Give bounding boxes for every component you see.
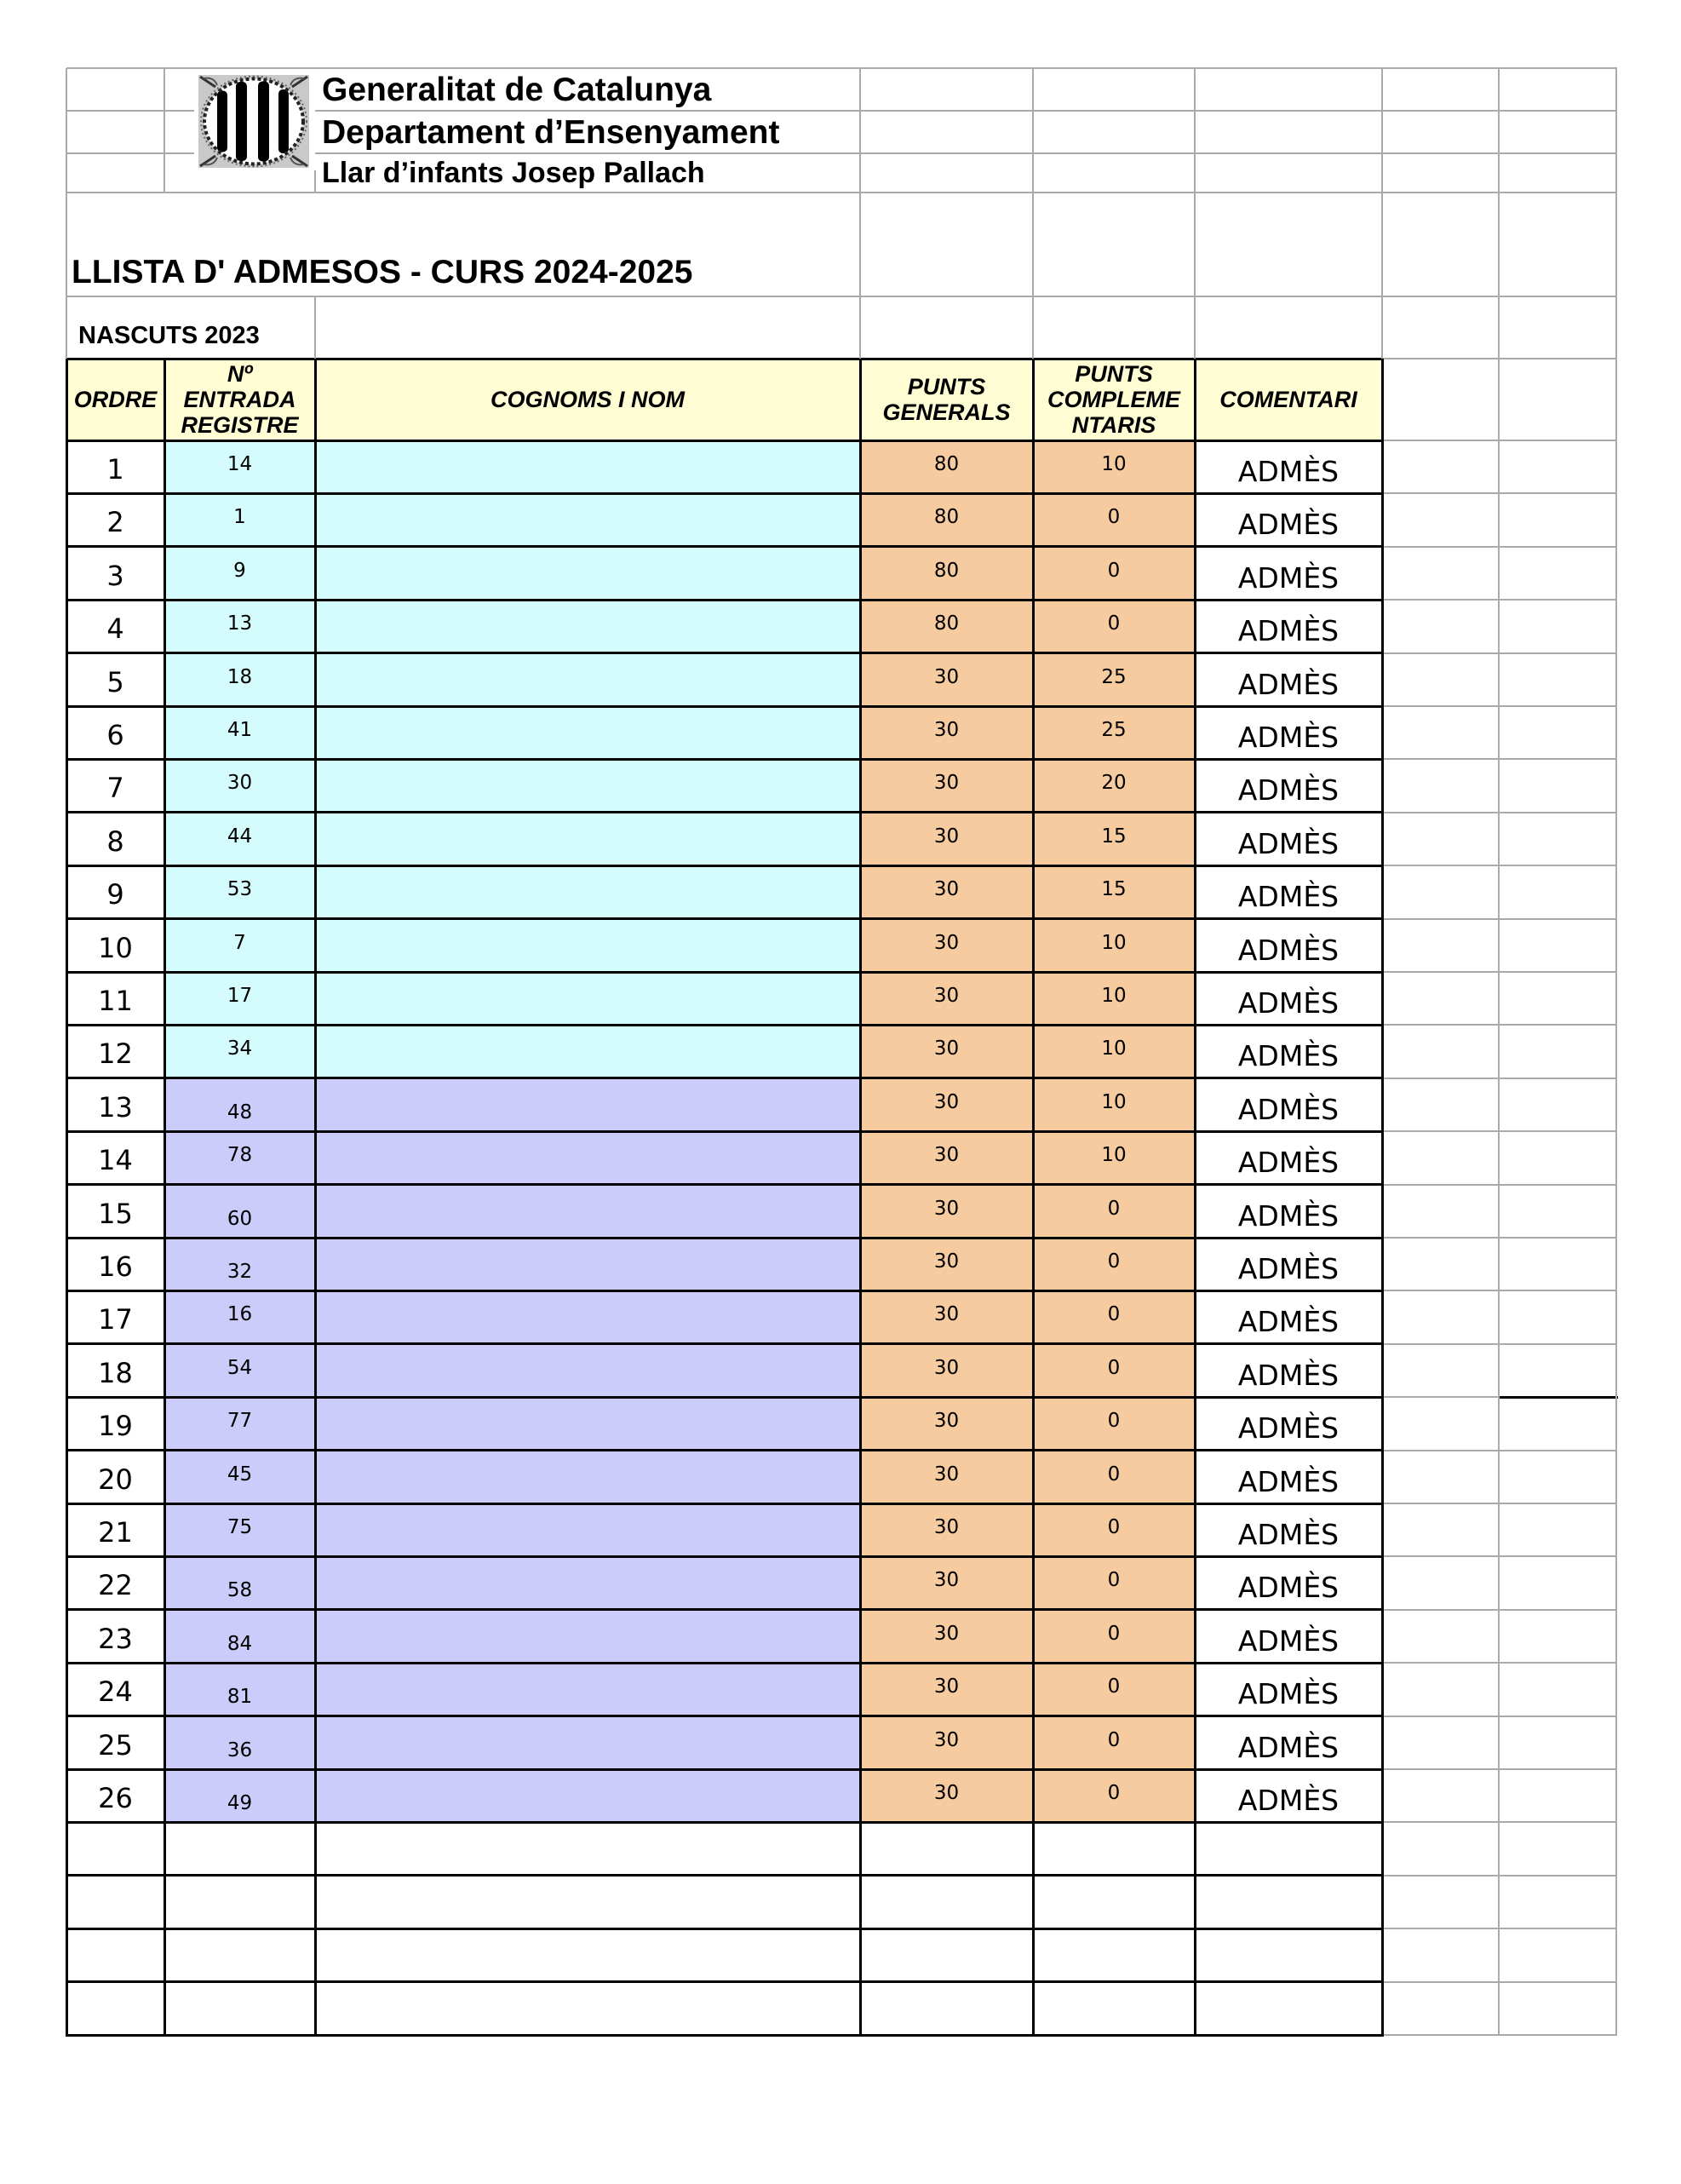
table-row xyxy=(66,1556,1382,1609)
name-cell xyxy=(315,600,860,652)
table-row xyxy=(66,653,1382,706)
punts-generals-cell: 30 xyxy=(860,865,1033,918)
blank-row xyxy=(66,1822,1382,1875)
grid-line xyxy=(1382,2034,1617,2036)
border-line xyxy=(66,2034,1384,2037)
table-row xyxy=(66,600,1382,652)
grid-line xyxy=(164,68,165,193)
ordre-cell: 1 xyxy=(106,453,124,486)
name-cell xyxy=(315,972,860,1025)
grid-line xyxy=(1615,68,1617,2036)
punts-generals-cell: 30 xyxy=(860,1716,1033,1769)
name-cell xyxy=(315,865,860,918)
grid-line xyxy=(1382,1555,1617,1557)
grid-line xyxy=(314,170,316,193)
border-line xyxy=(1032,359,1035,2037)
punts-complementaris-cell: 15 xyxy=(1033,813,1195,865)
header-punts-complementaris-line: NTARIS xyxy=(1071,412,1156,438)
name-cell xyxy=(315,1290,860,1343)
registre-cell: 49 xyxy=(164,1769,315,1822)
punts-generals-cell: 30 xyxy=(860,919,1033,972)
punts-complementaris-cell: 0 xyxy=(1033,1238,1195,1290)
grid-line xyxy=(1382,1768,1617,1770)
punts-complementaris-cell: 25 xyxy=(1033,653,1195,706)
grid-line xyxy=(314,296,316,359)
ordre-cell: 10 xyxy=(98,931,133,964)
punts-generals-cell: 30 xyxy=(860,1663,1033,1716)
ordre-cell: 11 xyxy=(98,985,133,1017)
ordre-cell: 16 xyxy=(98,1250,133,1283)
punts-complementaris-cell: 0 xyxy=(1033,493,1195,546)
header-punts-generals-line: GENERALS xyxy=(882,399,1011,425)
comentari-cell: ADMÈS xyxy=(1237,826,1340,860)
border-line xyxy=(66,492,1384,495)
comentari-cell: ADMÈS xyxy=(1237,1518,1340,1551)
registre-cell: 78 xyxy=(164,1131,315,1184)
grid-line xyxy=(1382,705,1617,707)
grid-line xyxy=(66,110,194,112)
ordre-cell: 17 xyxy=(98,1303,133,1336)
comentari-cell: ADMÈS xyxy=(1237,1784,1340,1817)
punts-complementaris-cell: 10 xyxy=(1033,1025,1195,1078)
border-line xyxy=(66,652,1384,654)
name-cell xyxy=(315,653,860,706)
header-punts-complementaris-line: COMPLEME xyxy=(1047,387,1180,412)
comentari-cell: ADMÈS xyxy=(1237,986,1340,1020)
table-row xyxy=(66,1663,1382,1716)
registre-cell: 36 xyxy=(164,1716,315,1769)
border-line xyxy=(66,1290,1384,1292)
border-line xyxy=(66,1396,1384,1399)
table-row xyxy=(66,759,1382,812)
comentari-cell: ADMÈS xyxy=(1237,614,1340,648)
punts-generals-cell: 30 xyxy=(860,1344,1033,1397)
border-line xyxy=(66,1077,1384,1079)
name-cell xyxy=(315,1451,860,1503)
name-cell xyxy=(315,1716,860,1769)
registre-cell: 84 xyxy=(164,1610,315,1663)
comentari-cell: ADMÈS xyxy=(1237,1411,1340,1445)
table-row xyxy=(66,1610,1382,1663)
comentari-cell: ADMÈS xyxy=(1237,721,1340,754)
grid-line xyxy=(1382,440,1617,441)
grid-line xyxy=(1194,68,1196,359)
border-line xyxy=(66,917,1384,920)
table-row xyxy=(66,493,1382,546)
header-comentari xyxy=(1195,359,1382,440)
punts-complementaris-cell: 0 xyxy=(1033,1610,1195,1663)
name-cell xyxy=(315,759,860,812)
header-comentari-label: COMENTARI xyxy=(1219,387,1357,412)
ordre-cell: 15 xyxy=(98,1197,133,1230)
name-cell xyxy=(315,547,860,600)
border-line xyxy=(66,1768,1384,1771)
punts-complementaris-cell: 0 xyxy=(1033,547,1195,600)
registre-cell: 48 xyxy=(164,1078,315,1131)
registre-cell: 30 xyxy=(164,759,315,812)
registre-cell: 34 xyxy=(164,1025,315,1078)
grid-line xyxy=(1382,1450,1617,1451)
group-label: NASCUTS 2023 xyxy=(78,322,260,349)
punts-generals-cell: 30 xyxy=(860,1078,1033,1131)
school-name: Llar d’infants Josep Pallach xyxy=(322,157,705,189)
punts-complementaris-cell: 25 xyxy=(1033,706,1195,759)
registre-cell: 7 xyxy=(164,919,315,972)
border-line xyxy=(66,705,1384,708)
comentari-cell: ADMÈS xyxy=(1237,1146,1340,1180)
grid-line xyxy=(1381,68,1383,359)
grid-line xyxy=(1382,865,1617,866)
registre-cell: 60 xyxy=(164,1185,315,1238)
border-line xyxy=(66,758,1384,761)
punts-complementaris-cell: 0 xyxy=(1033,1451,1195,1503)
header-name xyxy=(315,359,860,440)
comentari-cell: ADMÈS xyxy=(1237,880,1340,914)
comentari-cell: ADMÈS xyxy=(1237,1571,1340,1605)
grid-line xyxy=(1382,1396,1500,1398)
name-cell xyxy=(315,1185,860,1238)
punts-generals-cell: 30 xyxy=(860,1025,1033,1078)
grid-line xyxy=(1382,1928,1617,1929)
registre-cell: 32 xyxy=(164,1238,315,1290)
punts-generals-cell: 30 xyxy=(860,972,1033,1025)
grid-line xyxy=(1382,358,1617,359)
grid-line xyxy=(1382,546,1617,548)
grid-line xyxy=(1382,1024,1617,1026)
punts-complementaris-cell: 0 xyxy=(1033,600,1195,652)
grid-line xyxy=(1382,1716,1617,1717)
header-punts-generals-line: PUNTS xyxy=(907,374,986,399)
name-cell xyxy=(315,1344,860,1397)
border-line xyxy=(859,359,862,2037)
comentari-cell: ADMÈS xyxy=(1237,1252,1340,1285)
generalitat-seal-icon xyxy=(198,75,309,168)
border-line xyxy=(66,1342,1384,1345)
table-row xyxy=(66,1451,1382,1503)
ordre-cell: 7 xyxy=(106,772,124,805)
table-row xyxy=(66,1131,1382,1184)
name-cell xyxy=(315,1078,860,1131)
ordre-cell: 23 xyxy=(98,1622,133,1655)
border-line xyxy=(66,1024,1384,1026)
grid-line xyxy=(1382,1875,1617,1877)
border-line xyxy=(66,1183,1384,1186)
comentari-cell: ADMÈS xyxy=(1237,1730,1340,1764)
ordre-cell: 3 xyxy=(106,559,124,592)
name-cell xyxy=(315,1556,860,1609)
punts-generals-cell: 80 xyxy=(860,440,1033,493)
grid-line xyxy=(1382,971,1617,973)
registre-cell: 17 xyxy=(164,972,315,1025)
name-cell xyxy=(315,813,860,865)
grid-line xyxy=(1382,1821,1617,1823)
registre-cell: 75 xyxy=(164,1503,315,1556)
punts-complementaris-cell: 20 xyxy=(1033,759,1195,812)
table-row xyxy=(66,440,1382,493)
comentari-cell: ADMÈS xyxy=(1237,1677,1340,1711)
table-row xyxy=(66,1185,1382,1238)
table-row xyxy=(66,547,1382,600)
comentari-cell: ADMÈS xyxy=(1237,1464,1340,1498)
name-cell xyxy=(315,1025,860,1078)
border-line xyxy=(66,971,1384,974)
ordre-cell: 14 xyxy=(98,1144,133,1177)
comentari-cell: ADMÈS xyxy=(1237,1624,1340,1658)
comentari-cell: ADMÈS xyxy=(1237,773,1340,808)
name-cell xyxy=(315,1769,860,1822)
comentari-cell: ADMÈS xyxy=(1237,1198,1340,1233)
border-line xyxy=(1194,359,1196,2037)
punts-generals-cell: 30 xyxy=(860,1397,1033,1450)
border-line xyxy=(66,599,1384,601)
grid-line xyxy=(1382,1503,1617,1504)
border-line xyxy=(66,359,68,2037)
name-cell xyxy=(315,1397,860,1450)
registre-cell: 53 xyxy=(164,865,315,918)
header-punts-complementaris-line: PUNTS xyxy=(1075,361,1153,387)
grid-line xyxy=(66,152,194,154)
punts-generals-cell: 30 xyxy=(860,759,1033,812)
punts-generals-cell: 30 xyxy=(860,1238,1033,1290)
comentari-cell: ADMÈS xyxy=(1237,560,1340,595)
punts-generals-cell: 30 xyxy=(860,653,1033,706)
punts-generals-cell: 30 xyxy=(860,1131,1033,1184)
header-punts-complementaris xyxy=(1033,359,1195,440)
border-line xyxy=(66,1449,1384,1451)
ordre-cell: 12 xyxy=(98,1037,133,1071)
grid-line xyxy=(1382,812,1617,813)
name-cell xyxy=(315,1238,860,1290)
border-line xyxy=(66,1821,1384,1824)
punts-generals-cell: 80 xyxy=(860,493,1033,546)
ordre-cell: 2 xyxy=(106,506,124,539)
comentari-cell: ADMÈS xyxy=(1237,1305,1340,1339)
ordre-cell: 4 xyxy=(106,612,124,646)
punts-complementaris-cell: 0 xyxy=(1033,1556,1195,1609)
header-registre-line: Nº xyxy=(227,361,253,387)
punts-generals-cell: 30 xyxy=(860,706,1033,759)
grid-line xyxy=(1382,1609,1617,1611)
comentari-cell: ADMÈS xyxy=(1237,667,1340,701)
border-line xyxy=(66,358,1384,360)
punts-generals-cell: 80 xyxy=(860,547,1033,600)
header-punts-generals xyxy=(860,359,1033,440)
registre-cell: 14 xyxy=(164,440,315,493)
punts-complementaris-cell: 0 xyxy=(1033,1185,1195,1238)
header-registre-line: ENTRADA xyxy=(183,387,296,412)
punts-generals-cell: 30 xyxy=(860,1610,1033,1663)
table-row xyxy=(66,1769,1382,1822)
grid-line xyxy=(1382,652,1617,654)
grid-line xyxy=(66,296,1617,297)
grid-line xyxy=(66,192,1617,193)
page-title: LLISTA D' ADMESOS - CURS 2024-2025 xyxy=(72,254,693,290)
header-registre-line: REGISTRE xyxy=(181,412,299,438)
grid-line xyxy=(1498,68,1500,2036)
ordre-cell: 6 xyxy=(106,719,124,751)
comentari-cell: ADMÈS xyxy=(1237,1092,1340,1126)
name-cell xyxy=(315,919,860,972)
name-cell xyxy=(315,706,860,759)
table-row xyxy=(66,1716,1382,1769)
table-row xyxy=(66,1397,1382,1450)
table-header xyxy=(66,359,1382,440)
table-row xyxy=(66,1503,1382,1556)
registre-cell: 16 xyxy=(164,1290,315,1343)
table-row xyxy=(66,1238,1382,1290)
grid-line xyxy=(1382,918,1617,920)
border-line xyxy=(66,1503,1384,1505)
border-line xyxy=(66,1928,1384,1930)
grid-line xyxy=(1382,1130,1617,1132)
registre-cell: 41 xyxy=(164,706,315,759)
punts-complementaris-cell: 15 xyxy=(1033,865,1195,918)
comentari-cell: ADMÈS xyxy=(1237,933,1340,967)
grid-line xyxy=(315,152,1617,154)
registre-cell: 9 xyxy=(164,547,315,600)
border-line xyxy=(66,545,1384,548)
ordre-cell: 24 xyxy=(98,1675,133,1709)
punts-generals-cell: 30 xyxy=(860,1451,1033,1503)
registre-cell: 45 xyxy=(164,1451,315,1503)
registre-cell: 44 xyxy=(164,813,315,865)
border-line xyxy=(1499,1396,1618,1399)
punts-complementaris-cell: 10 xyxy=(1033,440,1195,493)
punts-complementaris-cell: 0 xyxy=(1033,1716,1195,1769)
punts-complementaris-cell: 0 xyxy=(1033,1290,1195,1343)
grid-line xyxy=(1382,599,1617,601)
ordre-cell: 26 xyxy=(98,1782,133,1814)
border-line xyxy=(66,1874,1384,1877)
border-line xyxy=(66,865,1384,867)
punts-complementaris-cell: 0 xyxy=(1033,1344,1195,1397)
punts-generals-cell: 30 xyxy=(860,1503,1033,1556)
blank-row xyxy=(66,1982,1382,2035)
ordre-cell: 25 xyxy=(98,1728,133,1762)
ordre-cell: 19 xyxy=(98,1410,133,1443)
comentari-cell: ADMÈS xyxy=(1237,1039,1340,1073)
grid-line xyxy=(1032,68,1034,359)
border-line xyxy=(66,1662,1384,1664)
border-line xyxy=(66,440,1384,442)
punts-generals-cell: 30 xyxy=(860,1769,1033,1822)
grid-line xyxy=(1382,1290,1617,1291)
border-line xyxy=(314,359,317,2037)
punts-generals-cell: 80 xyxy=(860,600,1033,652)
border-line xyxy=(66,1608,1384,1611)
name-cell xyxy=(315,1610,860,1663)
ordre-cell: 13 xyxy=(98,1090,133,1124)
table-row xyxy=(66,919,1382,972)
punts-generals-cell: 30 xyxy=(860,1185,1033,1238)
punts-generals-cell: 30 xyxy=(860,1556,1033,1609)
grid-line xyxy=(1382,1184,1617,1186)
grid-line xyxy=(66,68,67,359)
table-row xyxy=(66,813,1382,865)
header-ordre xyxy=(66,359,164,440)
grid-line xyxy=(859,68,861,359)
registre-cell: 77 xyxy=(164,1397,315,1450)
grid-line xyxy=(1382,1237,1617,1239)
header-name-label: COGNOMS I NOM xyxy=(491,387,685,412)
grid-line xyxy=(1382,758,1617,760)
punts-complementaris-cell: 0 xyxy=(1033,1663,1195,1716)
registre-cell: 58 xyxy=(164,1556,315,1609)
ordre-cell: 18 xyxy=(98,1356,133,1389)
name-cell xyxy=(315,1663,860,1716)
comentari-cell: ADMÈS xyxy=(1237,508,1340,542)
name-cell xyxy=(315,1131,860,1184)
blank-row xyxy=(66,1928,1382,1981)
ordre-cell: 20 xyxy=(98,1463,133,1496)
registre-cell: 54 xyxy=(164,1344,315,1397)
border-line xyxy=(66,1237,1384,1239)
punts-complementaris-cell: 10 xyxy=(1033,919,1195,972)
grid-line xyxy=(1382,1981,1617,1983)
name-cell xyxy=(315,493,860,546)
border-line xyxy=(66,1130,1384,1133)
ordre-cell: 8 xyxy=(106,825,124,858)
punts-generals-cell: 30 xyxy=(860,813,1033,865)
table-row xyxy=(66,972,1382,1025)
registre-cell: 18 xyxy=(164,653,315,706)
table-row xyxy=(66,865,1382,918)
blank-row xyxy=(66,1876,1382,1928)
punts-complementaris-cell: 0 xyxy=(1033,1397,1195,1450)
registre-cell: 1 xyxy=(164,493,315,546)
table-row xyxy=(66,1078,1382,1131)
registre-cell: 81 xyxy=(164,1663,315,1716)
border-line xyxy=(164,359,166,2037)
grid-line xyxy=(1382,1662,1617,1664)
punts-complementaris-cell: 10 xyxy=(1033,1078,1195,1131)
table-row xyxy=(66,1025,1382,1078)
ordre-cell: 21 xyxy=(98,1516,133,1549)
header-ordre-label: ORDRE xyxy=(73,387,158,412)
comentari-cell: ADMÈS xyxy=(1237,455,1340,488)
punts-complementaris-cell: 0 xyxy=(1033,1503,1195,1556)
border-line xyxy=(66,1555,1384,1558)
border-line xyxy=(66,1715,1384,1717)
registre-cell: 13 xyxy=(164,600,315,652)
border-line xyxy=(66,1980,1384,1983)
punts-generals-cell: 30 xyxy=(860,1290,1033,1343)
grid-line xyxy=(315,110,1617,112)
table-row xyxy=(66,706,1382,759)
name-cell xyxy=(315,440,860,493)
ordre-cell: 5 xyxy=(106,665,124,698)
ordre-cell: 9 xyxy=(106,878,124,911)
table-row xyxy=(66,1290,1382,1343)
name-cell xyxy=(315,1503,860,1556)
punts-complementaris-cell: 0 xyxy=(1033,1769,1195,1822)
comentari-cell: ADMÈS xyxy=(1237,1358,1340,1392)
table-row xyxy=(66,1344,1382,1397)
ordre-cell: 22 xyxy=(98,1569,133,1602)
border-line xyxy=(66,811,1384,813)
punts-complementaris-cell: 10 xyxy=(1033,1131,1195,1184)
grid-line xyxy=(1382,1078,1617,1079)
punts-complementaris-cell: 10 xyxy=(1033,972,1195,1025)
header-registre xyxy=(164,359,315,440)
grid-line xyxy=(66,67,1617,69)
org-name: Generalitat de Catalunya xyxy=(322,72,712,108)
department-name: Departament d’Ensenyament xyxy=(322,114,780,151)
grid-line xyxy=(1382,1343,1617,1345)
border-line xyxy=(1381,359,1384,2037)
grid-line xyxy=(1382,492,1617,494)
